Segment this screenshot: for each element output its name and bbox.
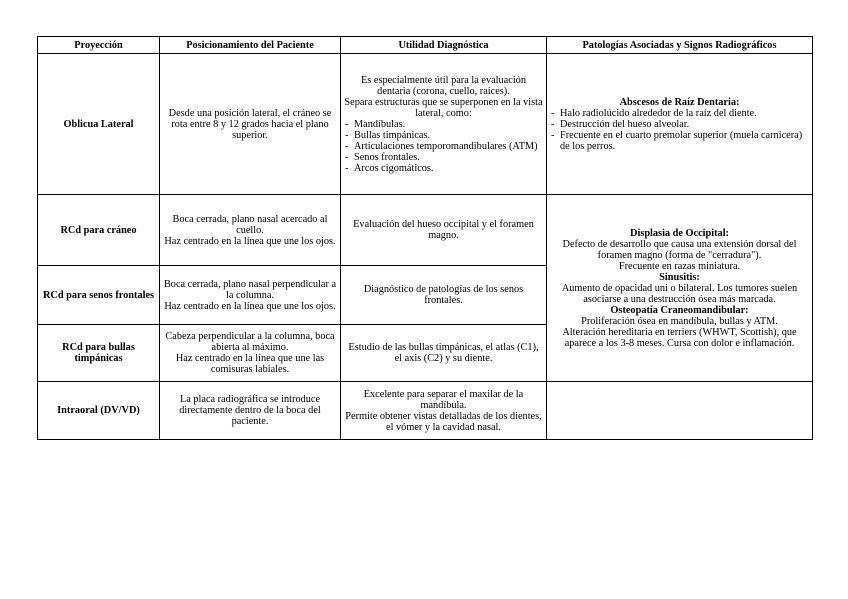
utilidad-text: Permite obtener vistas detalladas de los dientes, el vómer y la cavidad nasal. bbox=[345, 410, 542, 433]
posicionamiento-text: Cabeza perpendicular a la columna, boca abierta al máximo. bbox=[165, 331, 335, 353]
proyeccion-cell: Intraoral (DV/VD) bbox=[38, 382, 160, 440]
list-item: - Articulaciones temporomandibulares (ATM) bbox=[344, 141, 543, 152]
patologia-title: Abscesos de Raíz Dentaria: bbox=[619, 96, 740, 108]
posicionamiento-text: Haz centrado en la línea que une las comisuras labiales. bbox=[175, 353, 325, 375]
utilidad-cell bbox=[341, 54, 547, 195]
posicionamiento-text: La placa radiográfica se introduce directamente dentro de la boca del paciente. bbox=[179, 394, 321, 427]
list-item: - Frecuente en el cuarto premolar superior (muela carnicera) de los perros. bbox=[550, 130, 809, 152]
utilidad-intro: Es especialmente útil para la evaluación dentaria (corona, cuello, raíces). bbox=[361, 74, 526, 97]
list-item: - Destrucción del hueso alveolar. bbox=[550, 119, 809, 130]
header-proyeccion: Proyección bbox=[38, 37, 160, 54]
patologia-text: Frecuente en razas miniatura. bbox=[618, 260, 741, 272]
patologia-text: Defecto de desarrollo que causa una extensión dorsal del foramen magno (forma de "cerradura"). bbox=[562, 238, 797, 261]
table-row bbox=[38, 195, 813, 266]
radiography-table bbox=[37, 36, 813, 440]
header-utilidad: Utilidad Diagnóstica bbox=[341, 37, 547, 54]
list-item: - Arcos cigomáticos. bbox=[344, 163, 543, 174]
patologia-text: Alteración hereditaria en terriers (WHWT, Scottish), que aparece a los 3-8 meses. Cursa con dolor e inflamación. bbox=[562, 326, 797, 349]
posicionamiento-text: Boca cerrada, plano nasal acercado al cuello. bbox=[172, 213, 328, 236]
proyeccion-cell: RCd para cráneo bbox=[38, 195, 160, 266]
patologia-title: Osteopatía Craneomandibular: bbox=[610, 304, 749, 316]
patologia-title: Sinusitis: bbox=[659, 271, 700, 283]
utilidad-list bbox=[344, 119, 543, 174]
proyeccion-cell: Oblicua Lateral bbox=[38, 54, 160, 195]
posicionamiento-text: Desde una posición lateral, el cráneo se rota entre 8 y 12 grados hacia el plano superior. bbox=[168, 107, 332, 141]
posicionamiento-cell bbox=[160, 266, 341, 325]
utilidad-cell: Estudio de las bullas timpánicas, el atlas (C1), el axis (C2) y su diente. bbox=[341, 325, 547, 382]
proyeccion-cell: RCd para senos frontales bbox=[38, 266, 160, 325]
patologia-cell bbox=[547, 54, 813, 195]
posicionamiento-cell bbox=[160, 325, 341, 382]
list-item: - Halo radiolúcido alrededor de la raíz del diente. bbox=[550, 108, 809, 119]
posicionamiento-cell bbox=[160, 195, 341, 266]
utilidad-text: Excelente para separar el maxilar de la mandíbula. bbox=[363, 388, 524, 411]
patologia-merged-cell bbox=[547, 195, 813, 382]
patologia-empty-cell bbox=[547, 382, 813, 440]
posicionamiento-text: Haz centrado en la línea que une los ojos. bbox=[164, 235, 336, 247]
patologia-text: Aumento de opacidad uni o bilateral. Los tumores suelen asociarse a una destrucción ósea más marcada. bbox=[561, 282, 798, 305]
posicionamiento-cell bbox=[160, 54, 341, 195]
utilidad-cell: Diagnóstico de patologías de los senos frontales. bbox=[341, 266, 547, 325]
header-row bbox=[38, 37, 813, 54]
posicionamiento-text: Haz centrado en la línea que une los ojos. bbox=[164, 300, 336, 312]
utilidad-cell: Evaluación del hueso occipital y el foramen magno. bbox=[341, 195, 547, 266]
patologia-list bbox=[550, 108, 809, 152]
table-row bbox=[38, 54, 813, 195]
utilidad-cell bbox=[341, 382, 547, 440]
header-posicionamiento: Posicionamiento del Paciente bbox=[160, 37, 341, 54]
list-item: - Mandíbulas. bbox=[344, 119, 543, 130]
list-item: - Bullas timpánicas. bbox=[344, 130, 543, 141]
proyeccion-cell: RCd para bullas timpánicas bbox=[38, 325, 160, 382]
utilidad-intro: Separa estructuras que se superponen en la vista lateral, como: bbox=[344, 96, 543, 119]
patologia-text: Proliferación ósea en mandíbula, bullas y ATM. bbox=[581, 315, 778, 327]
patologia-title: Displasia de Occipital: bbox=[630, 227, 729, 239]
posicionamiento-text: Boca cerrada, plano nasal perpendicular a la columna. bbox=[163, 278, 337, 301]
table-row bbox=[38, 382, 813, 440]
posicionamiento-cell bbox=[160, 382, 341, 440]
list-item: - Senos frontales. bbox=[344, 152, 543, 163]
header-patologias: Patologías Asociadas y Signos Radiográficos bbox=[547, 37, 813, 54]
